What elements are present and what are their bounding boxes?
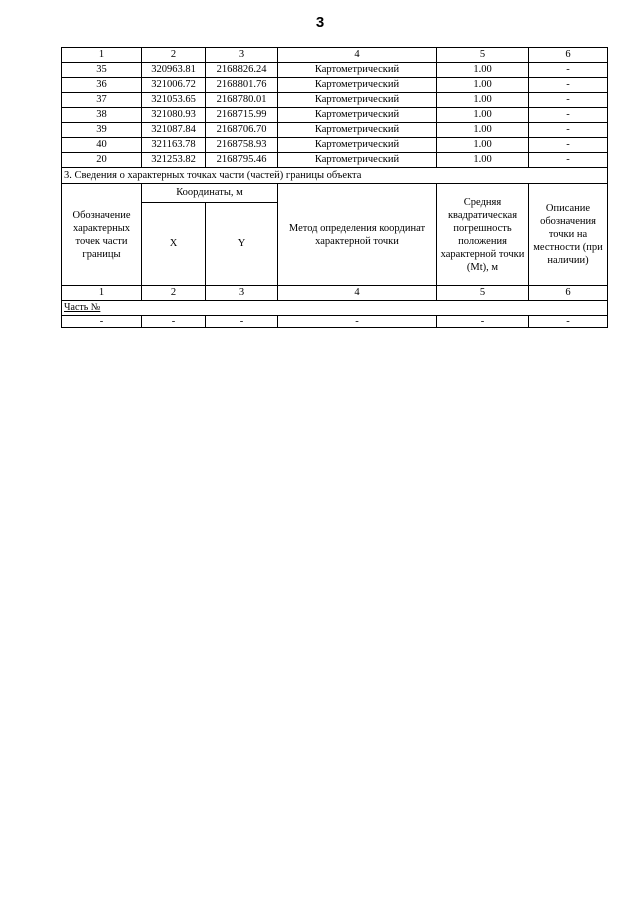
table1-col-3-header: 3 — [206, 48, 278, 63]
section3-col-4-number: 4 — [278, 286, 437, 301]
description-cell: - — [529, 123, 608, 138]
y-coordinate-cell: 2168706.70 — [206, 123, 278, 138]
y-coordinate-cell: 2168780.01 — [206, 93, 278, 108]
method-cell: Картометрический — [278, 78, 437, 93]
x-coordinate-cell: 321253.82 — [142, 153, 206, 168]
table1-col-6-header: 6 — [529, 48, 608, 63]
error-header: Средняя квадратическая погрешность положения характерной точки (Mt), м — [437, 184, 529, 286]
method-cell: Картометрический — [278, 153, 437, 168]
y-coordinate-cell: 2168801.76 — [206, 78, 278, 93]
point-number-cell: 40 — [62, 138, 142, 153]
table1-col-5-header: 5 — [437, 48, 529, 63]
section3-numbers-row — [62, 286, 608, 301]
point-number-cell: 20 — [62, 153, 142, 168]
section3-title: 3. Сведения о характерных точках части (частей) границы объекта — [62, 168, 608, 184]
table-row — [62, 93, 608, 108]
blank-row — [62, 316, 608, 328]
blank-cell: - — [529, 316, 608, 328]
part-label: Часть № — [62, 301, 608, 316]
error-cell: 1.00 — [437, 123, 529, 138]
point-number-cell: 36 — [62, 78, 142, 93]
part-label-row — [62, 301, 608, 316]
method-cell: Картометрический — [278, 108, 437, 123]
section3-col-2-number: 2 — [142, 286, 206, 301]
description-cell: - — [529, 138, 608, 153]
method-cell: Картометрический — [278, 138, 437, 153]
x-coordinate-cell: 321080.93 — [142, 108, 206, 123]
method-cell: Картометрический — [278, 63, 437, 78]
table1-col-1-header: 1 — [62, 48, 142, 63]
coordinates-header: Координаты, м — [142, 184, 278, 203]
x-coordinate-cell: 321053.65 — [142, 93, 206, 108]
blank-cell: - — [62, 316, 142, 328]
y-coordinate-cell: 2168715.99 — [206, 108, 278, 123]
section3-col-6-number: 6 — [529, 286, 608, 301]
section3-col-3-number: 3 — [206, 286, 278, 301]
coordinates-table — [61, 47, 608, 328]
page-number: 3 — [315, 14, 325, 31]
error-cell: 1.00 — [437, 138, 529, 153]
table1-header-row — [62, 48, 608, 63]
method-cell: Картометрический — [278, 123, 437, 138]
description-cell: - — [529, 78, 608, 93]
y-coordinate-cell: 2168795.46 — [206, 153, 278, 168]
table-row — [62, 78, 608, 93]
error-cell: 1.00 — [437, 93, 529, 108]
blank-cell: - — [142, 316, 206, 328]
description-cell: - — [529, 93, 608, 108]
table-row — [62, 108, 608, 123]
x-coordinate-cell: 320963.81 — [142, 63, 206, 78]
description-cell: - — [529, 153, 608, 168]
y-coordinate-cell: 2168758.93 — [206, 138, 278, 153]
point-number-cell: 37 — [62, 93, 142, 108]
x-coordinate-cell: 321163.78 — [142, 138, 206, 153]
description-header: Описание обозначения точки на местности (при наличии) — [529, 184, 608, 286]
table-row — [62, 153, 608, 168]
error-cell: 1.00 — [437, 108, 529, 123]
x-coordinate-cell: 321006.72 — [142, 78, 206, 93]
blank-cell: - — [206, 316, 278, 328]
blank-cell: - — [278, 316, 437, 328]
section3-header-row — [62, 184, 608, 203]
method-header: Метод определения координат характерной точки — [278, 184, 437, 286]
x-coordinate-cell: 321087.84 — [142, 123, 206, 138]
table1-col-4-header: 4 — [278, 48, 437, 63]
description-cell: - — [529, 63, 608, 78]
error-cell: 1.00 — [437, 63, 529, 78]
table-row — [62, 138, 608, 153]
error-cell: 1.00 — [437, 78, 529, 93]
y-header: Y — [206, 203, 278, 286]
table-row — [62, 63, 608, 78]
point-number-cell: 35 — [62, 63, 142, 78]
table1-col-2-header: 2 — [142, 48, 206, 63]
point-number-cell: 38 — [62, 108, 142, 123]
designation-header: Обозначение характерных точек части границы — [62, 184, 142, 286]
section3-col-1-number: 1 — [62, 286, 142, 301]
blank-cell: - — [437, 316, 529, 328]
description-cell: - — [529, 108, 608, 123]
y-coordinate-cell: 2168826.24 — [206, 63, 278, 78]
x-header: X — [142, 203, 206, 286]
point-number-cell: 39 — [62, 123, 142, 138]
section3-title-row — [62, 168, 608, 184]
table-row — [62, 123, 608, 138]
section3-col-5-number: 5 — [437, 286, 529, 301]
method-cell: Картометрический — [278, 93, 437, 108]
error-cell: 1.00 — [437, 153, 529, 168]
